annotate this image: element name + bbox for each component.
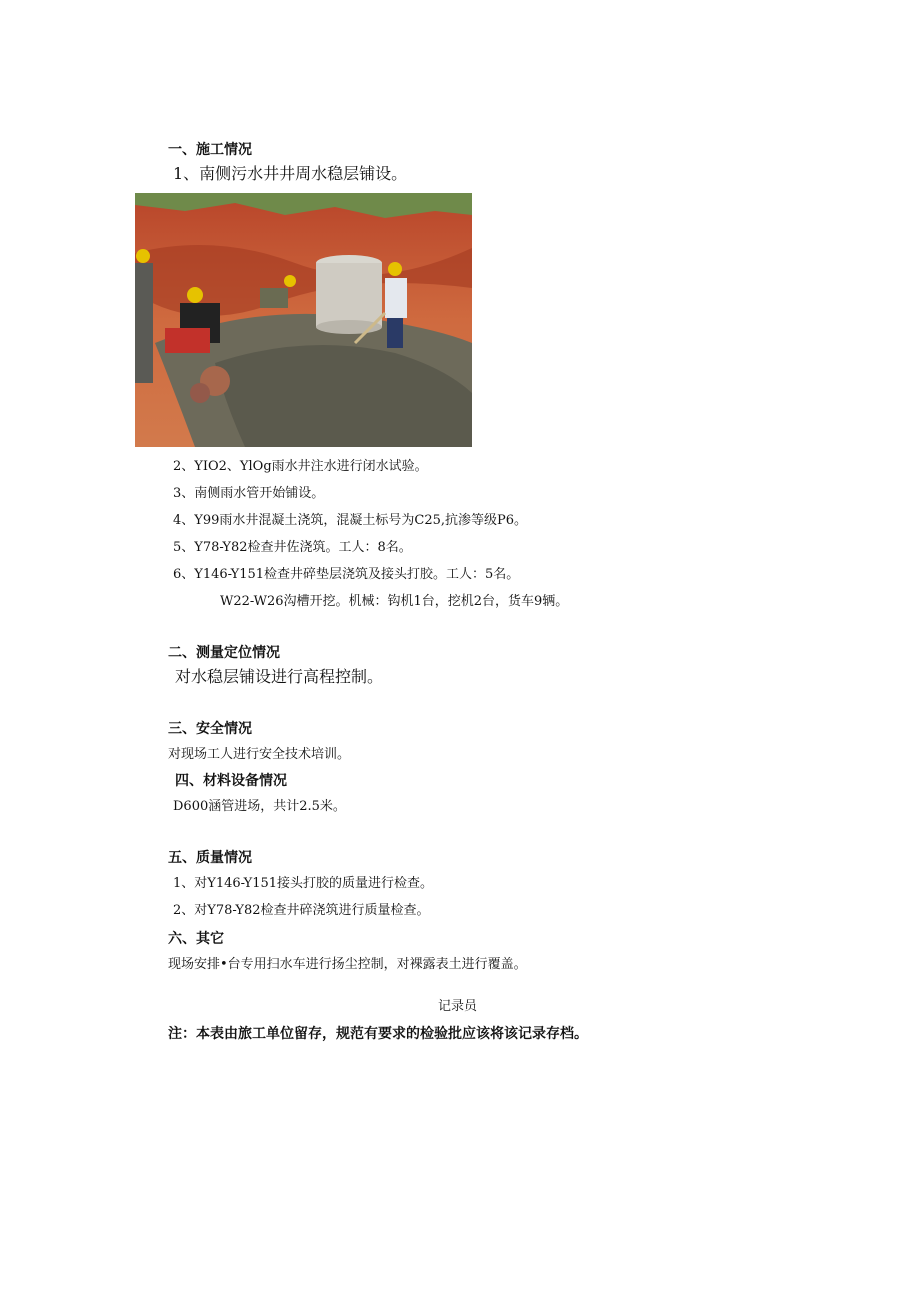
recorder-label: 记录员 <box>438 999 478 1014</box>
quality-item-1: 1、对Y146-Y151接头打胶的质量进行检查。 <box>173 876 434 891</box>
construction-item-2: 2、YIO2、YlOg雨水井注水进行闭水试验。 <box>173 459 428 474</box>
construction-item-7: W22-W26沟槽开挖。机械：钩机1台，挖机2台，货车9辆。 <box>220 594 569 609</box>
other-text: 现场安排•台专用扫水车进行扬尘控制，对裸露表土进行覆盖。 <box>168 957 527 972</box>
construction-item-6: 6、Y146-Y151检查井碎垫层浇筑及接头打胶。工人：5名。 <box>173 567 520 582</box>
materials-text: D600涵管进场，共计2.5米。 <box>173 799 346 814</box>
section-2-heading: 二、测量定位情况 <box>168 645 280 661</box>
section-1-heading: 一、施工情况 <box>168 142 252 158</box>
section-6-heading: 六、其它 <box>168 931 224 947</box>
footer-note: 注：本表由旅工单位留存，规范有要求的检验批应该将该记录存档。 <box>168 1026 588 1042</box>
section-5-heading: 五、质量情况 <box>168 850 252 866</box>
quality-item-2: 2、对Y78-Y82检查井碎浇筑进行质量检查。 <box>173 903 430 918</box>
construction-item-5: 5、Y78-Y82检查井佐浇筑。工人：8名。 <box>173 540 412 555</box>
construction-item-1: 1、南侧污水井井周水稳层铺设。 <box>173 164 408 183</box>
safety-text: 对现场工人进行安全技术培训。 <box>168 747 351 762</box>
survey-text: 对水稳层铺设进行高程控制。 <box>175 667 384 686</box>
section-4-heading: 四、材料设备情况 <box>175 773 287 789</box>
section-3-heading: 三、安全情况 <box>168 721 252 737</box>
construction-item-4: 4、Y99雨水井混凝土浇筑，混凝土标号为C25,抗渗等级P6。 <box>173 513 528 528</box>
construction-site-photo <box>135 193 472 447</box>
construction-item-3: 3、南侧雨水管开始铺设。 <box>173 486 325 501</box>
